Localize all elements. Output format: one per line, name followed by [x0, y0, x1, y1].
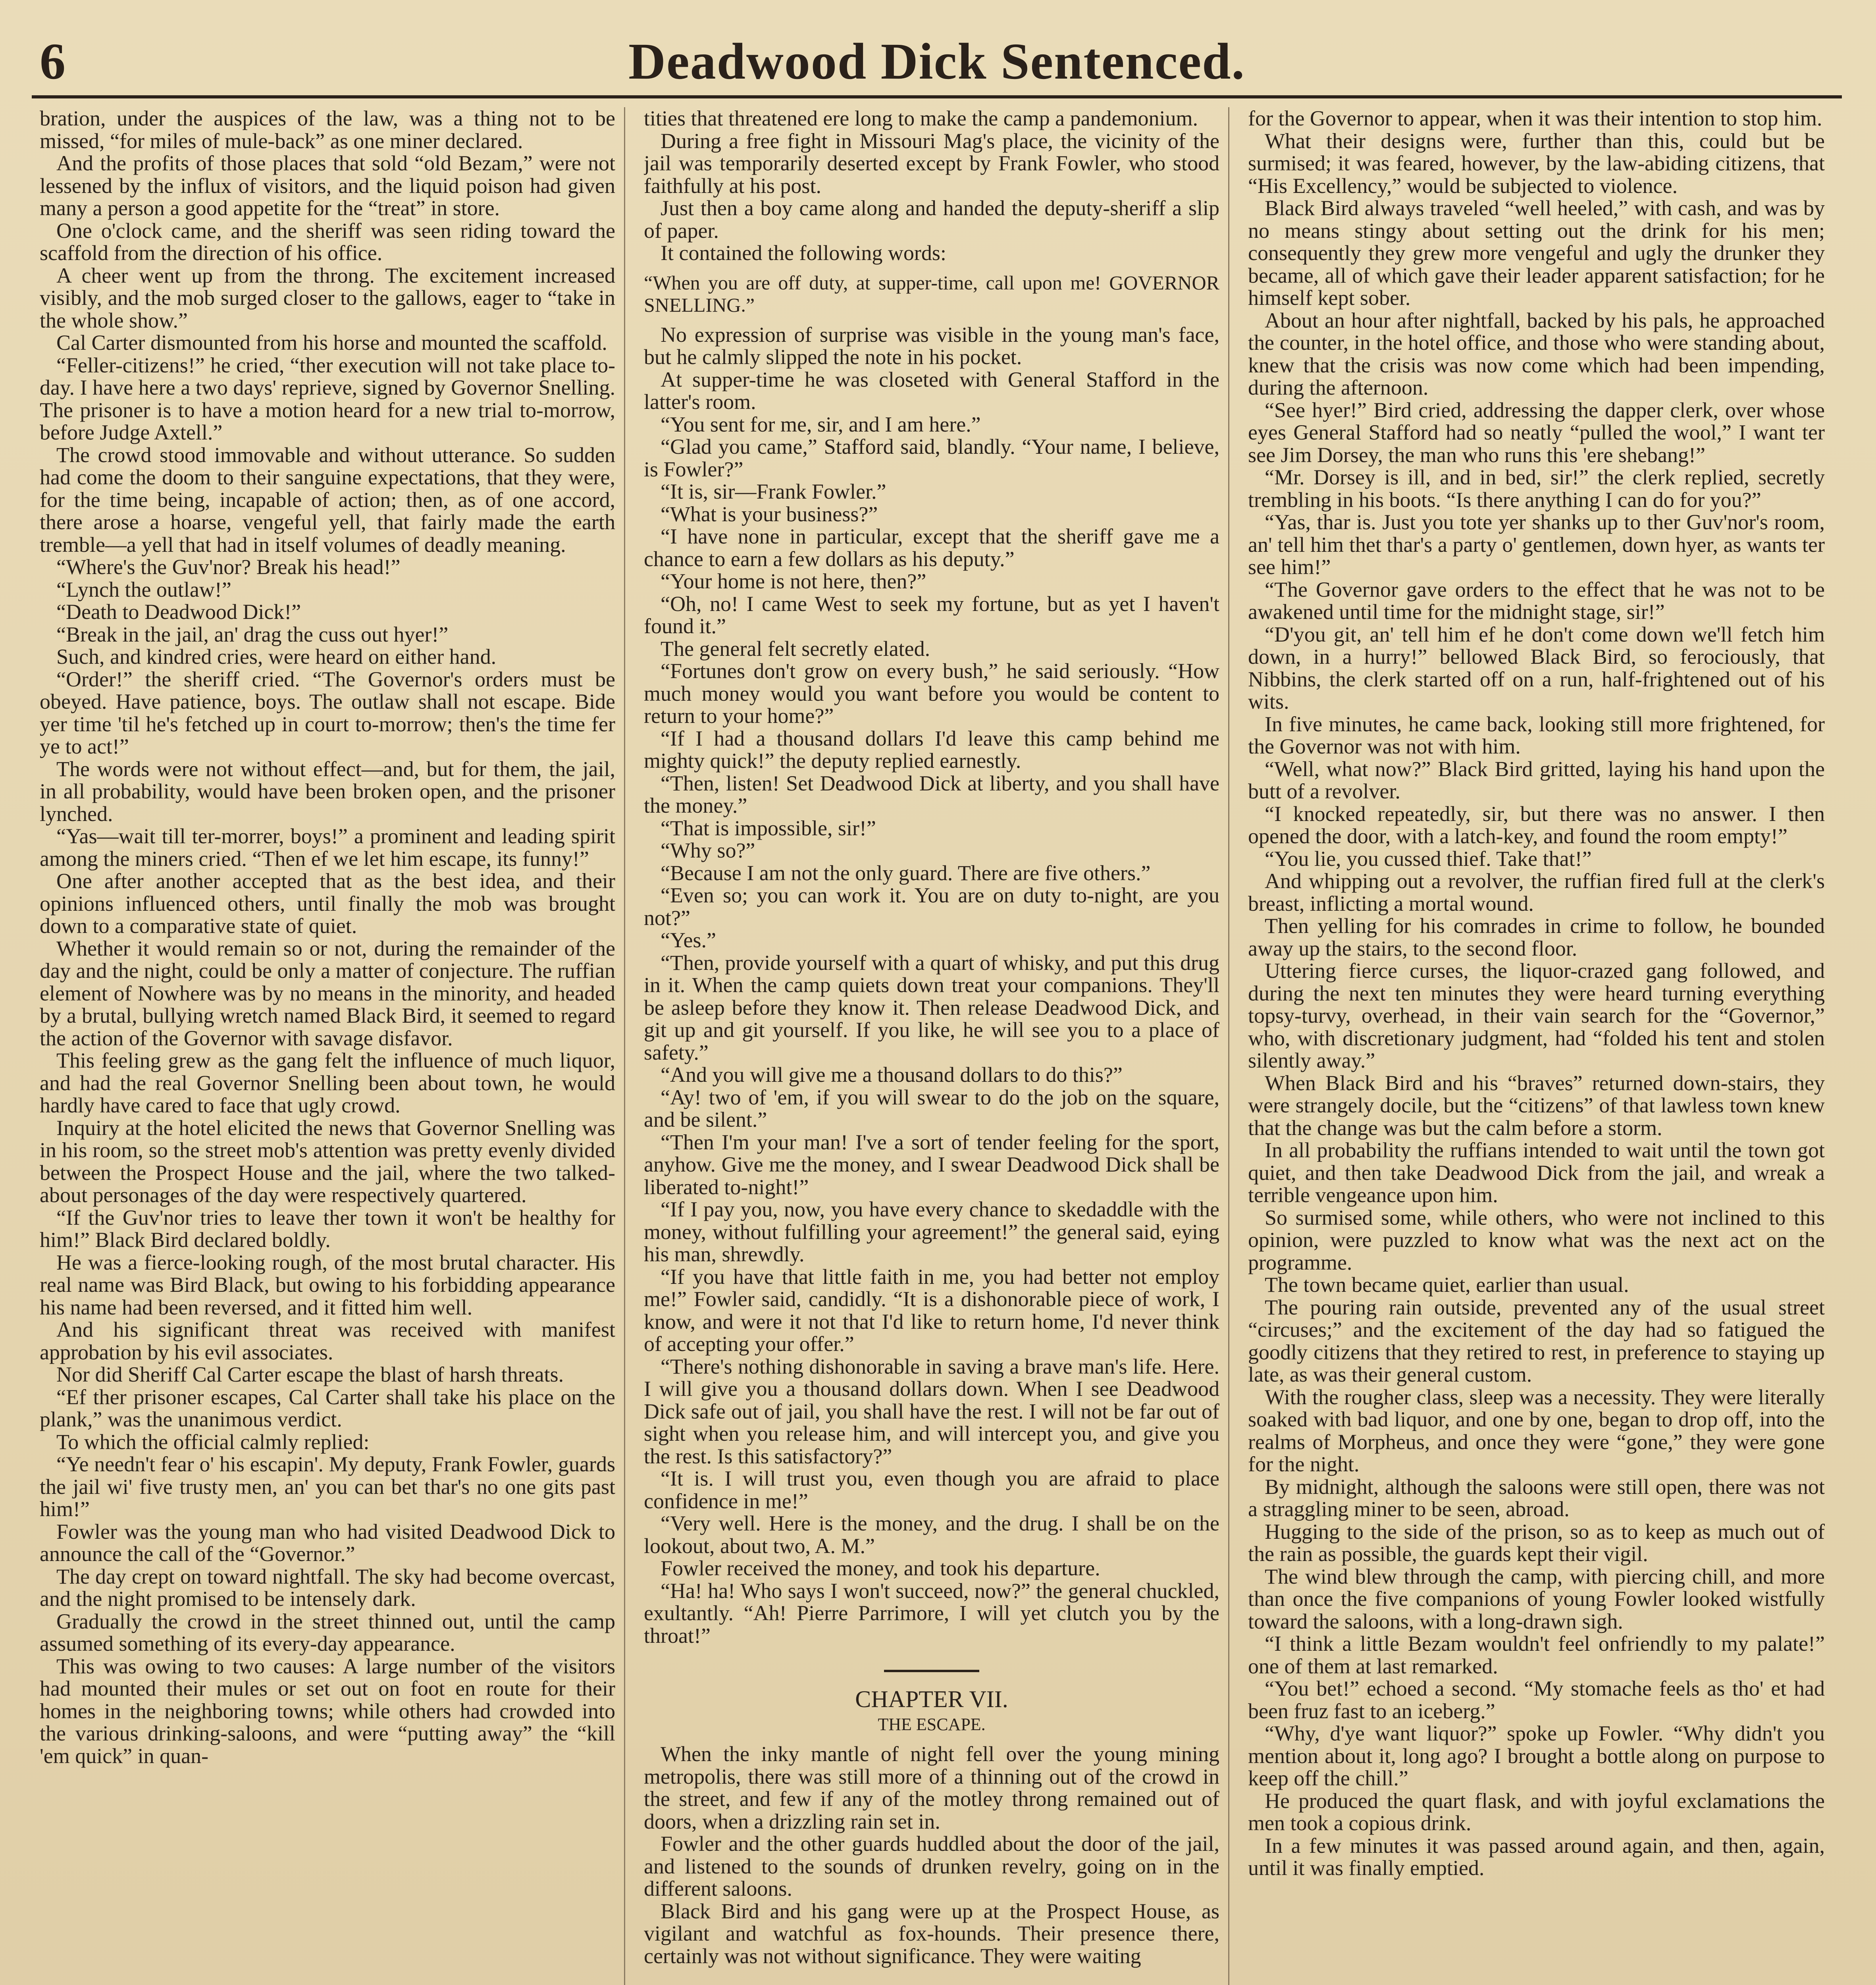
paragraph: “Fortunes don't grow on every bush,” he said seriously. “How much money would you want before you would be content to return to your home?”: [644, 659, 1219, 728]
running-title: Deadwood Dick Sentenced.: [628, 33, 1245, 90]
paragraph: Black Bird and his gang were up at the Prospect House, as vigilant and watchful as fox-hounds. Their presence there, certainly was not without significance. They were waiting: [644, 1899, 1219, 1968]
page-number: 6: [40, 33, 65, 90]
column-2-part-b: [644, 324, 1219, 1647]
paragraph: Inquiry at the hotel elicited the news that Governor Snelling was in his room, so the street mob's attention was pretty evenly divided between the Prospect House and the jail, where the two talked-about personages of the day were respectively quartered.: [40, 1116, 615, 1207]
paragraph: “There's nothing dishonorable in saving a brave man's life. Here. I will give you a thousand dollars down. When I see Deadwood Dick safe out of jail, you shall have the rest. I will not be far out of sight when you release him, and will intercept you, and give you the rest. Is this satisfactory?”: [644, 1354, 1219, 1468]
paragraph: “I think a little Bezam wouldn't feel onfriendly to my palate!” one of them at last remarked.: [1248, 1632, 1825, 1678]
paragraph: “Break in the jail, an' drag the cuss out hyer!”: [56, 622, 449, 646]
paragraph: “What is your business?”: [661, 502, 878, 526]
paragraph: The crowd stood immovable and without utterance. So sudden had come the doom to their sanguine expectations, that they were, for the time being, incapable of action; then, as of one accord, there arose a hoarse, vengeful yell, that fairly made the earth tremble—a yell that had in itself volumes of deadly meaning.: [40, 443, 615, 557]
text-columns: [40, 107, 1834, 1985]
paragraph: “Ef ther prisoner escapes, Cal Carter shall take his place on the plank,” was the unanimous verdict.: [40, 1385, 615, 1431]
paragraph: Uttering fierce curses, the liquor-crazed gang followed, and during the next ten minutes they were heard turning everything topsy-turvy, overhead, in their vain search for the “Governor,” who, with discretionary judgment, had “folded his tent and stolen silently away.”: [1248, 959, 1825, 1072]
paragraph: “Your home is not here, then?”: [661, 569, 926, 593]
paragraph: When the inky mantle of night fell over the young mining metropolis, there was still more of a thinning out of the crowd in the street, and few if any of the motley throng remained out of doors, when a drizzling rain set in.: [644, 1742, 1219, 1833]
paragraph: What their designs were, further than this, could but be surmised; it was feared, however, by the law-abiding citizens, that “His Excellency,” would be subjected to violence.: [1248, 129, 1825, 198]
paragraph: So surmised some, while others, who were not inclined to this opinion, were puzzled to know what was the next act on the programme.: [1248, 1205, 1825, 1274]
paragraph: A cheer went up from the throng. The excitement increased visibly, and the mob surged closer to the gallows, eager to “take in the whole show.”: [40, 263, 615, 332]
paragraph: “If I had a thousand dollars I'd leave this camp behind me mighty quick!” the deputy replied earnestly.: [644, 726, 1219, 773]
paragraph: “Very well. Here is the money, and the drug. I shall be on the lookout, about two, A. M.”: [644, 1511, 1219, 1558]
paragraph: “Because I am not the only guard. There are five others.”: [661, 861, 1151, 885]
column-3: [1248, 107, 1834, 1985]
paragraph: Fowler received the money, and took his departure.: [661, 1556, 1100, 1580]
paragraph: “The Governor gave orders to the effect that he was not to be awakened until time for the midnight stage, sir!”: [1248, 577, 1825, 624]
paragraph: “You lie, you cussed thief. Take that!”: [1265, 846, 1592, 871]
paragraph: No expression of surprise was visible in the young man's face, but he calmly slipped the note in his pocket.: [644, 322, 1219, 369]
paragraph: The general felt secretly elated.: [661, 636, 930, 661]
paragraph: “Death to Deadwood Dick!”: [56, 600, 301, 624]
paragraph: Such, and kindred cries, were heard on either hand.: [56, 645, 497, 669]
paragraph: He was a fierce-looking rough, of the most brutal character. His real name was Bird Black, but owing to his forbidding appearance his name had been reversed, and it fitted him well.: [40, 1250, 615, 1319]
paragraph: Nor did Sheriff Cal Carter escape the blast of harsh threats.: [56, 1363, 564, 1386]
paragraph: Gradually the crowd in the street thinned out, until the camp assumed something of its every-day appearance.: [40, 1609, 615, 1655]
column-1: [40, 107, 625, 1985]
paragraph: “Lynch the outlaw!”: [56, 577, 231, 601]
paragraph: With the rougher class, sleep was a necessity. They were literally soaked with bad liquor, and one by one, began to drop off, into the realms of Morpheus, and once they were “gone,” they were gone for the night.: [1248, 1385, 1825, 1476]
paragraph: “I knocked repeatedly, sir, but there was no answer. I then opened the door, with a latch-key, and found the room empty!”: [1248, 802, 1825, 848]
paragraph: In a few minutes it was passed around again, and then, again, until it was finally emptied.: [1248, 1833, 1825, 1880]
paragraph: He produced the quart flask, and with joyful exclamations the men took a copious drink.: [1248, 1788, 1825, 1835]
paragraph: And the profits of those places that sold “old Bezam,” were not lessened by the influx of visitors, and the liquid poison had given many a person a good appetite for the “treat” in store.: [40, 151, 615, 220]
paragraph: “Where's the Guv'nor? Break his head!”: [56, 555, 401, 579]
paragraph: “You bet!” echoed a second. “My stomache feels as tho' et had been fruz fast to an iceberg.”: [1248, 1677, 1825, 1723]
paragraph: “It is. I will trust you, even though you are afraid to place confidence in me!”: [644, 1467, 1219, 1513]
paragraph: Cal Carter dismounted from his horse and mounted the scaffold.: [56, 331, 607, 355]
paragraph: “Why so?”: [661, 838, 755, 862]
paragraph: “Why, d'ye want liquor?” spoke up Fowler. “Why didn't you mention about it, long ago? I brought a bottle along on purpose to keep off the chill.”: [1248, 1721, 1825, 1790]
paragraph: The day crept on toward nightfall. The sky had become overcast, and the night promised to be intensely dark.: [40, 1564, 615, 1611]
paragraph: In five minutes, he came back, looking still more frightened, for the Governor was not with him.: [1248, 712, 1825, 758]
paragraph: “D'you git, an' tell him ef he don't come down we'll fetch him down, in a hurry!” bellowed Black Bird, so ferociously, that Nibbins, the clerk started off on a run, half-frightened out of his wits.: [1248, 622, 1825, 713]
paragraph: During a free fight in Missouri Mag's place, the vicinity of the jail was temporarily deserted except by Frank Fowler, who stood faithfully at his post.: [644, 129, 1219, 198]
paragraph: This was owing to two causes: A large number of the visitors had mounted their mules or set out on foot en route for their homes in the neighboring towns; while others had crowded into the various drinking-saloons, and were “putting away” the “kill 'em quick” in quan-: [40, 1654, 615, 1768]
paragraph: “Then, provide yourself with a quart of whisky, and put this drug in it. When the camp quiets down treat your companions. They'll be asleep before they know it. Then release Deadwood Dick, and git up and git yourself. If you like, he will see you to a place of safety.”: [644, 950, 1219, 1064]
paragraph: “It is, sir—Frank Fowler.”: [661, 480, 886, 503]
governor-note: “When you are off duty, at supper-time, call upon me! GOVERNOR SNELLING.”: [644, 271, 1219, 316]
paragraph: “Ye needn't fear o' his escapin'. My deputy, Frank Fowler, guards the jail wi' five trusty men, an' you can bet thar's no one gits past him!”: [40, 1452, 615, 1521]
column-2-part-c: [644, 1743, 1219, 1967]
paragraph: “Glad you came,” Stafford said, blandly. “Your name, I believe, is Fowler?”: [644, 435, 1219, 481]
paragraph: By midnight, although the saloons were still open, there was not a straggling miner to be seen, abroad.: [1248, 1474, 1825, 1521]
paragraph: “Oh, no! I came West to seek my fortune, but as yet I haven't found it.”: [644, 592, 1219, 638]
paragraph: “Then, listen! Set Deadwood Dick at liberty, and you shall have the money.”: [644, 771, 1219, 817]
chapter-title: CHAPTER VII.: [855, 1686, 1008, 1712]
paragraph: “Even so; you can work it. You are on duty to-night, are you not?”: [644, 883, 1219, 930]
column-2-part-a: [644, 107, 1219, 264]
paragraph: Hugging to the side of the prison, so as to keep as much out of the rain as possible, the guards kept their vigil.: [1248, 1519, 1825, 1566]
paragraph: “That is impossible, sir!”: [661, 816, 876, 840]
paragraph: When Black Bird and his “braves” returned down-stairs, they were strangely docile, but the “citizens” of that lawless town knew that the change was but the calm before a storm.: [1248, 1071, 1825, 1140]
paragraph: “Ay! two of 'em, if you will swear to do the job on the square, and be silent.”: [644, 1085, 1219, 1131]
paragraph: Whether it would remain so or not, during the remainder of the day and the night, could be only a matter of conjecture. The ruffian element of Nowhere was by no means in the minority, and headed by a brutal, bullying wretch named Black Bird, it seemed to regard the action of the Governor with savage disfavor.: [40, 936, 615, 1050]
paragraph: The wind blew through the camp, with piercing chill, and more than once the five companions of young Fowler looked wistfully toward the saloons, with a long-drawn sigh.: [1248, 1564, 1825, 1633]
paragraph: “Order!” the sheriff cried. “The Governor's orders must be obeyed. Have patience, boys. The outlaw shall not escape. Bide yer time 'til he's fetched up in court to-morrow; then's the time fer ye to act!”: [40, 667, 615, 758]
page-header: [32, 16, 1842, 98]
paragraph: About an hour after nightfall, backed by his pals, he approached the counter, in the hotel office, and those who were standing about, knew that the crisis was now come which had been impending, during the afternoon.: [1248, 308, 1825, 399]
paragraph: “Ha! ha! Who says I won't succeed, now?” the general chuckled, exultantly. “Ah! Pierre Parrimore, I will yet clutch you by the throat!”: [644, 1578, 1219, 1648]
paragraph: “If you have that little faith in me, you had better not employ me!” Fowler said, candidly. “It is a dishonorable piece of work, I know, and were it not that I'd like to return home, I'd never think of accepting your offer.”: [644, 1264, 1219, 1356]
paragraph: At supper-time he was closeted with General Stafford in the latter's room.: [644, 367, 1219, 414]
paragraph: bration, under the auspices of the law, was a thing not to be missed, “for miles of mule-back” as one miner declared.: [40, 107, 615, 153]
paragraph: “And you will give me a thousand dollars to do this?”: [661, 1063, 1123, 1087]
paragraph: “Well, what now?” Black Bird gritted, laying his hand upon the butt of a revolver.: [1248, 757, 1825, 803]
paragraph: This feeling grew as the gang felt the influence of much liquor, and had the real Governor Snelling been about town, he would hardly have cared to face that ugly crowd.: [40, 1048, 615, 1117]
paragraph: And his significant threat was received with manifest approbation by his evil associates.: [40, 1318, 615, 1364]
paragraph: “If I pay you, now, you have every chance to skedaddle with the money, without fulfilling your agreement!” the general said, eying his man, shrewdly.: [644, 1197, 1219, 1266]
paragraph: To which the official calmly replied:: [56, 1430, 370, 1454]
paragraph: Just then a boy came along and handed the deputy-sheriff a slip of paper.: [644, 196, 1219, 243]
paragraph: “Feller-citizens!” he cried, “ther execution will not take place to-day. I have here a two days' reprieve, signed by Governor Snelling. The prisoner is to have a motion heard for a new trial to-morrow, before Judge Axtell.”: [40, 353, 615, 444]
paragraph: The pouring rain outside, prevented any of the usual street “circuses;” and the excitement of the day had so fatigued the goodly citizens that they retired to rest, in preference to staying up late, as was their general custom.: [1248, 1295, 1825, 1386]
column-2: [644, 107, 1229, 1985]
paragraph: for the Governor to appear, when it was their intention to stop him.: [1248, 107, 1822, 130]
chapter-divider: [884, 1670, 979, 1672]
paragraph: In all probability the ruffians intended to wait until the town got quiet, and then take Deadwood Dick from the jail, and wreak a terrible vengeance upon him.: [1248, 1138, 1825, 1207]
paragraph: “Yas—wait till ter-morrer, boys!” a prominent and leading spirit among the miners cried. “Then ef we let him escape, its funny!”: [40, 824, 615, 871]
paragraph: “Yes.”: [661, 928, 717, 952]
paragraph: Fowler and the other guards huddled about the door of the jail, and listened to the sounds of drunken revelry, going on in the different saloons.: [644, 1832, 1219, 1900]
paragraph: “Mr. Dorsey is ill, and in bed, sir!” the clerk replied, secretly trembling in his boots. “Is there anything I can do for you?”: [1248, 465, 1825, 512]
paragraph: Fowler was the young man who had visited Deadwood Dick to announce the call of the “Governor.”: [40, 1519, 615, 1566]
paragraph: “See hyer!” Bird cried, addressing the dapper clerk, over whose eyes General Stafford had so neatly “pulled the wool,” I want ter see Jim Dorsey, the man who runs this 'ere shebang!”: [1248, 398, 1825, 467]
paragraph: One o'clock came, and the sheriff was seen riding toward the scaffold from the direction of his office.: [40, 218, 615, 265]
paragraph: “You sent for me, sir, and I am here.”: [661, 412, 981, 436]
paragraph: The words were not without effect—and, but for them, the jail, in all probability, would have been broken open, and the prisoner lynched.: [40, 757, 615, 826]
paragraph: “I have none in particular, except that the sheriff gave me a chance to earn a few dollars as his deputy.”: [644, 524, 1219, 571]
paragraph: “If the Guv'nor tries to leave ther town it won't be healthy for him!” Black Bird declared boldly.: [40, 1205, 615, 1252]
chapter-subtitle: THE ESCAPE.: [878, 1715, 986, 1734]
paragraph: “Then I'm your man! I've a sort of tender feeling for the sport, anyhow. Give me the money, and I swear Deadwood Dick shall be liberated to-night!”: [644, 1130, 1219, 1199]
paragraph: tities that threatened ere long to make the camp a pandemonium.: [644, 107, 1198, 130]
paragraph: “Yas, thar is. Just you tote yer shanks up to ther Guv'nor's room, an' tell him thet thar's a party o' gentlemen, down hyer, as wants ter see him!”: [1248, 510, 1825, 579]
paragraph: It contained the following words:: [661, 241, 946, 265]
paragraph: Black Bird always traveled “well heeled,” with cash, and was by no means stingy about setting out the drink for his men; consequently they grew more vengeful and ugly the drunker they became, all of which gave their leader apparent satisfaction; for he himself kept sober.: [1248, 196, 1825, 310]
paragraph: And whipping out a revolver, the ruffian fired full at the clerk's breast, inflicting a mortal wound.: [1248, 869, 1825, 915]
paragraph: One after another accepted that as the best idea, and their opinions influenced others, until finally the mob was brought down to a comparative state of quiet.: [40, 869, 615, 938]
paragraph: The town became quiet, earlier than usual.: [1265, 1273, 1629, 1297]
paragraph: Then yelling for his comrades in crime to follow, he bounded away up the stairs, to the second floor.: [1248, 914, 1825, 960]
